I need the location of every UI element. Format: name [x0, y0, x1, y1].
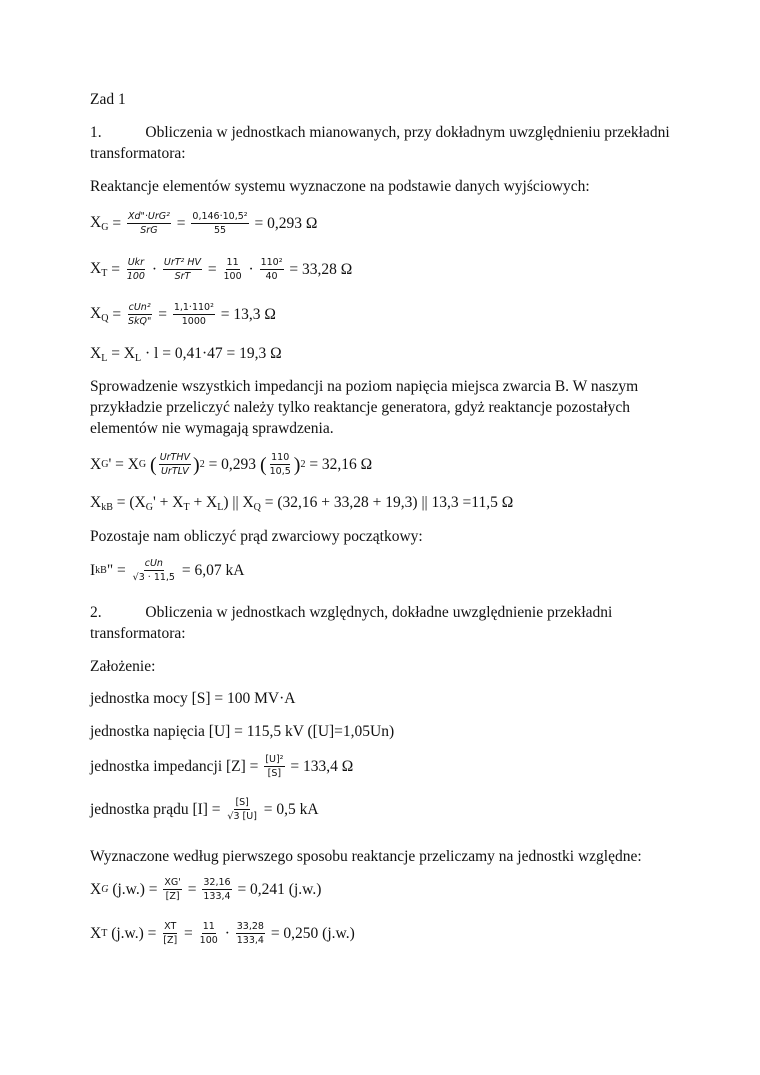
unit-impedance	[90, 753, 353, 780]
paragraph-2-line3: elementów nie wymagają sprawdzenia.	[90, 420, 334, 437]
xg-formula-fraction: $\frac{\text{Xd"·UrG²}}{\text{SrG}}$	[127, 211, 170, 236]
xg-prime-result: = 32,16 Ω	[309, 455, 373, 473]
paragraph-4: Wyznaczone według pierwszego sposobu reaktancje przeliczamy na jednostki względne:	[90, 848, 642, 865]
xg-prime-values-fraction: $\frac{110}{10,5}$	[269, 452, 291, 477]
equation-xq: $X_Q$ = $\frac{\text{cUn²}}{\text{SkQ"}}$ = $\frac{\text{1,1·110²}}{1000}$ = 13,3 Ω	[90, 302, 276, 327]
equation-xkb: $X_{kB} = (X_G' + X_T + X_L)$ || $X_Q = (32,16 + 33,28 + 19,3)$ || 13,3 =11,5 Ω	[90, 494, 514, 513]
intro-paragraph: Reaktancje elementów systemu wyznaczone na podstawie danych wyjściowych:	[90, 178, 590, 195]
paragraph-3: Pozostaje nam obliczyć prąd zwarciowy początkowy:	[90, 528, 423, 545]
ikb-fraction: $\frac{\text{cUn}}{√3 \cdot 11,5}$	[132, 558, 175, 583]
xt-pu-formula-fraction: $\frac{XT}{[Z]}$	[163, 921, 178, 946]
equation-xg: $X_G$ = $\frac{\text{Xd"·UrG²}}{\text{SrG}}$ = $\frac{\text{0,146·10,5²}}{55}$ = 0,293 Ω	[90, 211, 318, 236]
xt-value2-fraction: $\frac{\text{110²}}{40}$	[260, 257, 283, 282]
section2-heading-text: Obliczenia w jednostkach względnych, dokładne uwzględnienie przekładni	[145, 604, 613, 621]
equation-ikb: I kB " = $\frac{\text{cUn}}{√3 \cdot 11,5}$ = 6,07 kA	[90, 558, 245, 583]
xt-urt-fraction: $\frac{\text{UrT² HV}}{\text{SrT}}$	[163, 257, 202, 282]
xkb-result: = (32,16 + 33,28 + 19,3) || 13,3 =11,5 Ω	[264, 494, 514, 511]
unit-current	[90, 796, 319, 823]
section2-heading-cont: transformatora:	[90, 625, 186, 642]
xg-pu-values-fraction: $\frac{32,16}{133,4}$	[203, 877, 231, 902]
section1-heading-cont: transformatora:	[90, 145, 186, 162]
paragraph-2-line1: Sprowadzenie wszystkich impedancji na poziom napięcia miejsca zwarcia B. W naszym	[90, 378, 639, 395]
xt-pu-result: = 0,250 (j.w.)	[270, 924, 355, 942]
unit-power: jednostka mocy [S] = 100 MV·A	[90, 690, 296, 707]
xt-pu-value2-fraction: $\frac{33,28}{133,4}$	[236, 921, 264, 946]
xl-result: = 0,41·47 = 19,3 Ω	[162, 345, 282, 362]
paragraph-2-line2: przykładzie przeliczyć należy tylko reaktancje generatora, gdyż reaktancje pozostałych	[90, 399, 631, 416]
ikb-result: = 6,07 kA	[181, 561, 245, 579]
section2-heading	[90, 602, 612, 624]
xg-prime-mid: = 0,293	[208, 455, 257, 473]
equation-xt: $X_T$ = $\frac{\text{Ukr}}{100}$ · $\frac{\text{UrT² HV}}{\text{SrT}}$ = $\frac{11}{100}$ · $\frac{\text{110²}}{40}$ = 33,28 Ω	[90, 257, 353, 282]
xt-lhs: $X_T$	[90, 260, 108, 279]
xq-formula-fraction: $\frac{\text{cUn²}}{\text{SkQ"}}$	[127, 302, 152, 327]
xt-pu-value1-fraction: $\frac{11}{100}$	[199, 921, 218, 946]
xg-pu-result: = 0,241 (j.w.)	[237, 880, 322, 898]
section1-heading	[90, 122, 670, 144]
xg-pu-formula-fraction: $\frac{XG'}{[Z]}$	[164, 877, 181, 902]
xq-lhs: $X_Q$	[90, 305, 109, 324]
page-title: Zad 1	[90, 91, 126, 108]
unit-impedance-fraction: $\frac{\text{[U]²}}{[S]}$	[265, 754, 284, 779]
xg-prime-ratio-fraction: $\frac{\text{UrTHV}}{\text{UrTLV}}$	[159, 452, 191, 477]
xg-lhs: $X_G$	[90, 214, 109, 233]
unit-current-fraction: $\frac{[S]}{√3 [U]}$	[227, 797, 257, 822]
section2-number: 2.	[90, 604, 102, 621]
xt-pu-label: (j.w.) =	[111, 924, 157, 942]
section1-heading-text: Obliczenia w jednostkach mianowanych, przy dokładnym uwzględnieniu przekładni	[145, 124, 670, 141]
unit-current-label: jednostka prądu [I] =	[90, 800, 221, 818]
unit-impedance-result: = 133,4 Ω	[290, 757, 354, 775]
xg-result: = 0,293 Ω	[254, 214, 318, 232]
section1-number: 1.	[90, 124, 102, 141]
xq-result: = 13,3 Ω	[220, 305, 276, 323]
assumption-label: Założenie:	[90, 658, 156, 675]
equation-xl: $X_L = X_L \cdot l = 0,41\cdot 47 = 19,3$ Ω	[90, 345, 282, 364]
xq-values-fraction: $\frac{\text{1,1·110²}}{1000}$	[173, 302, 214, 327]
xt-ukr-fraction: $\frac{\text{Ukr}}{100}$	[126, 257, 145, 282]
xg-values-fraction: $\frac{\text{0,146·10,5²}}{55}$	[192, 211, 248, 236]
unit-voltage: jednostka napięcia [U] = 115,5 kV ([U]=1,05Un)	[90, 723, 395, 740]
unit-impedance-label: jednostka impedancji [Z] =	[90, 757, 259, 775]
xt-value1-fraction: $\frac{11}{100}$	[223, 257, 242, 282]
xt-result: = 33,28 Ω	[289, 260, 353, 278]
unit-current-result: = 0,5 kA	[263, 800, 319, 818]
equation-xg-prime: X G ' = X G ( $\frac{\text{UrTHV}}{\text{UrTLV}}$ ) 2 = 0,293 ( $\frac{110}{10,5}$ ) 2 = 32,16 Ω	[90, 452, 373, 477]
equation-xg-pu: X G (j.w.) = $\frac{XG'}{[Z]}$ = $\frac{32,16}{133,4}$ = 0,241 (j.w.)	[90, 877, 322, 902]
equation-xt-pu: X T (j.w.) = $\frac{XT}{[Z]}$ = $\frac{11}{100}$ · $\frac{33,28}{133,4}$ = 0,250 (j.w.)	[90, 921, 355, 946]
xg-pu-label: (j.w.) =	[112, 880, 158, 898]
